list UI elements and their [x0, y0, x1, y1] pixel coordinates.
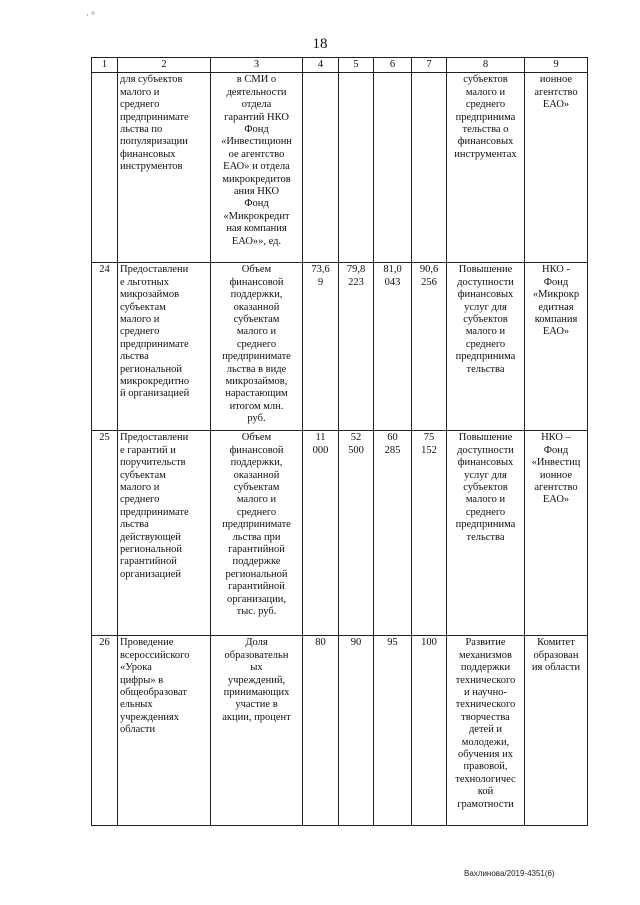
- cell-line: агентство: [534, 482, 578, 494]
- header-cell-9: 9: [525, 58, 588, 73]
- cell-line: 9: [317, 276, 324, 288]
- cell-line: субъектам: [120, 301, 166, 313]
- cell-line: финансовых: [120, 148, 176, 160]
- cell-line: малого и: [465, 86, 506, 98]
- indicator-cell: [211, 431, 303, 636]
- cell-line: едитная: [538, 301, 574, 313]
- cell-line: 73,6: [311, 264, 330, 276]
- cell-line: региональной: [120, 544, 182, 556]
- cell-line: всероссийского: [120, 649, 190, 661]
- table-row: [92, 636, 588, 826]
- cell-line: для субъектов: [120, 74, 183, 86]
- value-cell-4: [303, 263, 339, 431]
- cell-line: творчества: [461, 711, 510, 723]
- cell-line: субъектам: [233, 482, 280, 494]
- cell-line: инструментах: [454, 148, 517, 160]
- cell-line: детей и: [468, 724, 503, 736]
- cell-line: тыс. руб.: [236, 606, 277, 618]
- cell-line: гарантий НКО: [224, 111, 289, 123]
- cell-line: гарантийной: [120, 556, 177, 568]
- cell-line: технологичес: [455, 773, 516, 785]
- cell-line: 043: [384, 276, 401, 288]
- cell-line: поручительств: [120, 457, 186, 469]
- expected-result-cell: [447, 73, 525, 263]
- row-number: [92, 73, 118, 263]
- cell-line: субъектов: [463, 314, 508, 326]
- cell-line: молодежи,: [461, 736, 510, 748]
- cell-line: ых: [250, 662, 263, 674]
- cell-line: ЕАО»: [542, 99, 570, 111]
- cell-line: 79,8: [346, 264, 366, 276]
- cell-line: «Урока: [120, 662, 152, 674]
- header-cell-6: 6: [374, 58, 412, 73]
- measure-name-cell: [118, 263, 211, 431]
- expected-result-cell: [447, 636, 525, 826]
- cell-line: 81,0: [383, 264, 402, 276]
- cell-line: учреждениях: [120, 711, 180, 723]
- value-cell-5: [339, 73, 374, 263]
- cell-line: «Микрокр: [532, 289, 580, 301]
- cell-line: предпринима: [455, 111, 516, 123]
- cell-line: малого и: [120, 86, 160, 98]
- row-number: 26: [92, 636, 118, 826]
- cell-line: грамотности: [457, 798, 514, 810]
- cell-line: 75: [423, 432, 435, 444]
- cell-line: участие в: [235, 699, 278, 711]
- cell-line: ания НКО: [233, 186, 280, 198]
- cell-line: ионное: [539, 74, 573, 86]
- cell-line: среднего: [236, 338, 277, 350]
- indicator-cell: [211, 636, 303, 826]
- row-number: 24: [92, 263, 118, 431]
- value-cell-5: [339, 263, 374, 431]
- cell-line: нарастающим: [225, 388, 288, 400]
- cell-line: финансовых: [457, 289, 514, 301]
- header-cell-8: 8: [447, 58, 525, 73]
- header-cell-5: 5: [339, 58, 374, 73]
- measure-name-cell: [118, 73, 211, 263]
- cell-line: Доля: [245, 637, 268, 649]
- cell-line: среднего: [236, 506, 277, 518]
- cell-line: популяризации: [120, 136, 188, 148]
- cell-line: микрокредитно: [120, 376, 190, 388]
- cell-line: 100: [421, 637, 437, 649]
- cell-line: субъектов: [463, 74, 508, 86]
- cell-line: технического: [455, 674, 516, 686]
- cell-line: Фонд: [244, 198, 269, 210]
- cell-line: 152: [421, 444, 437, 456]
- table-body: [92, 73, 588, 826]
- cell-line: доступности: [457, 444, 514, 456]
- cell-line: 90,6: [419, 264, 439, 276]
- header-cell-2: 2: [118, 58, 211, 73]
- cell-line: Повышение: [458, 264, 513, 276]
- header-row: [92, 58, 588, 73]
- cell-line: льства при: [232, 531, 281, 543]
- expected-result-cell: [447, 431, 525, 636]
- header-cell-7: 7: [412, 58, 447, 73]
- cell-line: действующей: [120, 531, 181, 543]
- responsible-cell: [525, 73, 588, 263]
- cell-line: технического: [455, 699, 516, 711]
- cell-line: льства: [120, 519, 149, 531]
- cell-line: инструментов: [120, 161, 183, 173]
- value-cell-7: [412, 73, 447, 263]
- cell-line: Фонд: [543, 276, 569, 288]
- cell-line: льства: [120, 351, 149, 363]
- cell-line: услуг для: [464, 301, 507, 313]
- cell-line: НКО -: [541, 264, 571, 276]
- cell-line: финансовой: [229, 444, 284, 456]
- cell-line: тельства: [466, 531, 505, 543]
- cell-line: малого и: [465, 494, 506, 506]
- cell-line: организацией: [120, 568, 182, 580]
- cell-line: Проведение: [120, 637, 174, 649]
- cell-line: 500: [348, 444, 364, 456]
- cell-line: субъектов: [463, 482, 508, 494]
- responsible-cell: [525, 636, 588, 826]
- cell-line: финансовой: [229, 276, 284, 288]
- cell-line: й организацией: [120, 388, 190, 400]
- cell-line: среднего: [465, 99, 506, 111]
- cell-line: и научно-: [464, 687, 507, 699]
- cell-line: малого и: [120, 482, 160, 494]
- cell-line: поддержки,: [230, 289, 283, 301]
- cell-line: Предоставлени: [120, 264, 189, 276]
- cell-line: малого и: [465, 326, 506, 338]
- cell-line: малого и: [236, 494, 277, 506]
- cell-line: льства в виде: [226, 363, 287, 375]
- cell-line: региональной: [120, 363, 182, 375]
- cell-line: кой: [477, 786, 494, 798]
- cell-line: 223: [348, 276, 364, 288]
- cell-line: предпринима: [455, 519, 516, 531]
- value-cell-7: [412, 263, 447, 431]
- cell-line: 80: [315, 637, 326, 649]
- cell-line: «Инвестиц: [531, 457, 581, 469]
- cell-line: НКО –: [541, 432, 571, 444]
- cell-line: оказанной: [233, 301, 280, 313]
- cell-line: ная компания: [226, 223, 287, 235]
- value-cell-6: [374, 263, 412, 431]
- cell-line: акции, процент: [222, 711, 291, 723]
- cell-line: малого и: [236, 326, 277, 338]
- cell-line: услуг для: [464, 469, 507, 481]
- cell-line: образован: [533, 649, 579, 661]
- cell-line: 285: [384, 444, 401, 456]
- cell-line: Фонд: [244, 124, 269, 136]
- cell-line: микрозаймов: [120, 289, 180, 301]
- cell-line: микрокредитов: [222, 173, 291, 185]
- cell-line: финансовых: [457, 136, 514, 148]
- cell-line: среднего: [120, 99, 160, 111]
- cell-line: поддержке: [232, 556, 281, 568]
- cell-line: ЕАО»: [542, 326, 570, 338]
- cell-line: предпринимате: [222, 351, 291, 363]
- cell-line: оказанной: [233, 469, 280, 481]
- cell-line: компания: [534, 314, 578, 326]
- cell-line: субъектам: [233, 314, 280, 326]
- value-cell-5: [339, 636, 374, 826]
- cell-line: обучения их: [458, 749, 513, 761]
- cell-line: среднего: [465, 506, 506, 518]
- cell-line: принимающих: [223, 687, 290, 699]
- cell-line: Объем: [241, 432, 272, 444]
- cell-line: 52: [350, 432, 362, 444]
- value-cell-7: [412, 431, 447, 636]
- cell-line: 90: [350, 637, 362, 649]
- value-cell-6: [374, 636, 412, 826]
- cell-line: предпринимате: [120, 111, 189, 123]
- table-row: [92, 263, 588, 431]
- cell-line: гарантийной: [228, 544, 285, 556]
- cell-line: «Микрокредит: [223, 210, 290, 222]
- cell-line: Комитет: [537, 637, 575, 649]
- cell-line: Повышение: [458, 432, 513, 444]
- cell-line: общеобразоват: [120, 687, 187, 699]
- cell-line: предпринимате: [120, 506, 189, 518]
- cell-line: 000: [312, 444, 329, 456]
- cell-line: микрозаймов,: [225, 376, 288, 388]
- cell-line: учреждений,: [227, 674, 286, 686]
- cell-line: руб.: [247, 413, 266, 425]
- cell-line: ельных: [120, 699, 153, 711]
- cell-line: в СМИ о: [236, 74, 277, 86]
- cell-line: 11: [315, 432, 326, 444]
- cell-line: правовой,: [463, 761, 508, 773]
- cell-line: Развитие: [465, 637, 506, 649]
- cell-line: поддержки,: [230, 457, 283, 469]
- cell-line: среднего: [120, 326, 160, 338]
- margin-marks: · °: [86, 10, 95, 20]
- header-cell-3: 3: [211, 58, 303, 73]
- value-cell-5: [339, 431, 374, 636]
- cell-line: тельства: [466, 363, 505, 375]
- cell-line: предпринимате: [120, 338, 189, 350]
- cell-line: финансовых: [457, 457, 514, 469]
- cell-line: среднего: [465, 338, 506, 350]
- cell-line: субъектам: [120, 469, 166, 481]
- value-cell-6: [374, 431, 412, 636]
- cell-line: льства по: [120, 124, 163, 136]
- value-cell-7: [412, 636, 447, 826]
- header-cell-1: 1: [92, 58, 118, 73]
- value-cell-4: [303, 636, 339, 826]
- cell-line: ЕАО»», ед.: [231, 235, 282, 247]
- cell-line: Предоставлени: [120, 432, 189, 444]
- header-cell-4: 4: [303, 58, 339, 73]
- row-number: 25: [92, 431, 118, 636]
- cell-line: малого и: [120, 314, 160, 326]
- cell-line: доступности: [457, 276, 514, 288]
- document-table: [91, 57, 588, 826]
- measure-name-cell: [118, 431, 211, 636]
- table-row: [92, 73, 588, 263]
- measure-name-cell: [118, 636, 211, 826]
- cell-line: е гарантий и: [120, 444, 176, 456]
- table-row: [92, 431, 588, 636]
- cell-line: поддержки: [460, 662, 511, 674]
- cell-line: организации,: [227, 593, 286, 605]
- cell-line: предпринима: [455, 351, 516, 363]
- cell-line: региональной: [225, 568, 288, 580]
- cell-line: механизмов: [458, 649, 513, 661]
- cell-line: ЕАО»: [542, 494, 570, 506]
- responsible-cell: [525, 431, 588, 636]
- cell-line: предпринимате: [222, 519, 291, 531]
- cell-line: 256: [421, 276, 437, 288]
- indicator-cell: [211, 263, 303, 431]
- cell-line: ое агентство: [228, 148, 285, 160]
- document-code: Вахлинова/2019-4351(6): [464, 869, 555, 878]
- cell-line: деятельности: [226, 86, 287, 98]
- cell-line: итогом млн.: [229, 400, 284, 412]
- cell-line: ионное: [539, 469, 573, 481]
- value-cell-4: [303, 73, 339, 263]
- indicator-cell: [211, 73, 303, 263]
- expected-result-cell: [447, 263, 525, 431]
- cell-line: образовательн: [224, 649, 289, 661]
- cell-line: отдела: [241, 99, 272, 111]
- cell-line: гарантийной: [228, 581, 285, 593]
- cell-line: ия области: [531, 662, 581, 674]
- cell-line: 60: [387, 432, 398, 444]
- value-cell-4: [303, 431, 339, 636]
- cell-line: цифры» в: [120, 674, 164, 686]
- cell-line: 95: [387, 637, 398, 649]
- cell-line: тельства о: [462, 124, 509, 136]
- cell-line: агентство: [534, 86, 578, 98]
- cell-line: Фонд: [543, 444, 569, 456]
- cell-line: «Инвестиционн: [221, 136, 292, 148]
- cell-line: ЕАО» и отдела: [223, 161, 290, 173]
- cell-line: среднего: [120, 494, 160, 506]
- cell-line: области: [120, 724, 156, 736]
- cell-line: е льготных: [120, 276, 169, 288]
- responsible-cell: [525, 263, 588, 431]
- value-cell-6: [374, 73, 412, 263]
- page-number: 18: [312, 36, 328, 52]
- cell-line: Объем: [241, 264, 272, 276]
